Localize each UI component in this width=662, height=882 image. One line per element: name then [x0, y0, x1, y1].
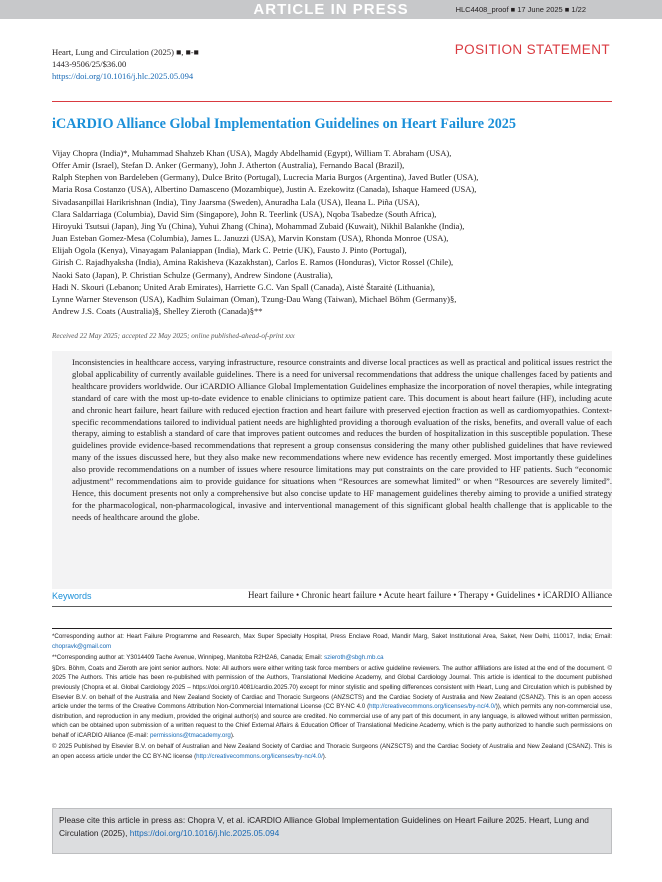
journal-issn: 1443-9506/25/$36.00: [52, 59, 127, 70]
journal-citation: Heart, Lung and Circulation (2025) ■, ■-■: [52, 47, 199, 57]
author-line: Ralph Stephen von Bardeleben (Germany), Dulce Brito (Portugal), Lucrecia Maria Burgos (Argentina), Javed Butler (USA),: [52, 172, 479, 183]
author-line: Sivadasanpillai Harikrishnan (India), Tiny Jaarsma (Sweden), Anuradha Lala (USA), Ileana L. Piña (USA),: [52, 196, 420, 207]
email-link[interactable]: chopravk@gmail.com: [52, 642, 112, 650]
license-link[interactable]: http://creativecommons.org/licenses/by-nc/4.0/: [196, 752, 323, 760]
author-line: Hadi N. Skouri (Lebanon; United Arab Emirates), Harriette G.C. Van Spall (Canada), Aistė Štaraitė (Lithuania),: [52, 281, 435, 292]
proof-info: HLC4408_proof ■ 17 June 2025 ■ 1/22: [455, 5, 586, 14]
author-line: Offer Amir (Israel), Stefan D. Anker (Germany), John J. Atherton (Australia), Fernando Bacal (Brazil),: [52, 160, 405, 171]
header-divider: [52, 101, 612, 102]
author-line: Naoki Sato (Japan), P. Christian Schulze (Germany), Andrew Sindone (Australia),: [52, 269, 333, 280]
citation-text: Please cite this article in press as: Chopra V, et al. iCARDIO Alliance Global Implementation Guidelines on Heart Failure 2025. Heart, Lung and Circulation (2025), https://doi.org/10.1016/j.hlc.2025.05.094: [59, 815, 589, 838]
author-line: Hiroyuki Tsutsui (Japan), Jing Yu (China), Yuhui Zhang (China), Mohammad Zubaid (Kuwait), Nikhil Balankhe (India),: [52, 220, 465, 231]
footnote-divider: [52, 628, 612, 629]
keywords-label: Keywords: [52, 591, 92, 601]
author-line: Vijay Chopra (India)*, Muhammad Shahzeb Khan (USA), Magdy Abdelhamid (Egypt), William T. Abraham (USA),: [52, 148, 452, 158]
received-dates: Received 22 May 2025; accepted 22 May 2025; online published-ahead-of-print xxx: [52, 332, 295, 340]
footnote-copyright: © 2025 Published by Elsevier B.V. on behalf of Australian and New Zealand Society of Cardiac and Thoracic Surgeons (ANZSCTS) and the Cardiac Society of Australia and New Zealand (CSANZ). This is an open access article under the CC BY-NC license (http://creativecommons.org/licenses/by-nc/4.0/).: [52, 743, 612, 760]
author-line: Elijah Ogola (Kenya), Vinayagam Palaniappan (India), Mark C. Petrie (UK), Fausto J. Pinto (Portugal),: [52, 245, 407, 256]
section-label: POSITION STATEMENT: [454, 42, 610, 57]
license-link[interactable]: http://creativecommons.org/licenses/by-nc/4.0/: [369, 703, 496, 711]
author-line: Clara Saldarriaga (Columbia), David Sim (Singapore), John R. Teerlink (USA), Nqoba Tsabedze (South Africa),: [52, 208, 437, 219]
citation-doi-link[interactable]: https://doi.org/10.1016/j.hlc.2025.05.094: [129, 828, 280, 838]
keywords-row: [52, 588, 612, 607]
article-title: iCARDIO Alliance Global Implementation Guidelines on Heart Failure 2025: [52, 116, 516, 132]
footnote-corresponding-1: *Corresponding author at: Heart Failure Programme and Research, Max Super Specialty Hospital, Press Enclave Road, Mandir Marg, Saket Institutional Area, Saket, New Delhi, 110017, India; Email: chopravk@gmail.com: [52, 633, 612, 650]
footnote-senior-authors: §Drs. Böhm, Coats and Zieroth are joint senior authors. Note: All authors were either writing task force members or active guideline reviewers. The author affiliations are listed at the end of the document. © 2025 The Authors. This article has been re-published with permission of the Authors, Translational Medicine Academy, and Global Cardiology Journal. This article is identical to the document published previously (Chopra et al. Global Cardiology 2025 – https://doi.org/10.4081/cardio.2025.70) except for minor stylistic and spelling differences consistent with Heart, Lung and Circulation which is published by Elsevier B.V. on behalf of the Australia and New Zealand Society of Cardiac and Thoracic Surgeons (ANZSCTS) and the Cardiac Society of Australia and New Zealand (CSANZ). This is an open access article under the terms of the Creative Commons Attribution Non-Commercial International License (CC BY-NC 4.0 (http://creativecommons.org/licenses/by-nc/4.0/)), which permits any non-commercial use, distribution, and reproduction in any medium, provided the original author(s) and source are credited. No commercial use of any part of this document, in any language, is allowed without written permission, which can be obtained upon submission of a written request to the Chief External Affairs & Education Officer of Translational Medicine Academy, which is the party authorized to handle such permissions on behalf of iCARDIO Alliance (E-mail: permissions@tmacademy.org).: [52, 664, 612, 739]
keywords-list: Heart failure • Chronic heart failure • Acute heart failure • Therapy • Guidelines • iCARDIO Alliance: [248, 590, 612, 600]
journal-info: [52, 46, 199, 83]
author-line: Andrew J.S. Coats (Australia)§, Shelley Zieroth (Canada)§**: [52, 306, 263, 317]
footnotes: [52, 632, 612, 763]
author-line: Lynne Warner Stevenson (USA), Kadhim Sulaiman (Oman), Tzung-Dau Wang (Taiwan), Michael Böhm (Germany)§,: [52, 293, 457, 304]
author-list: [52, 147, 612, 317]
author-line: Girish C. Rajadhyaksha (India), Amina Rakisheva (Kazakhstan), Carlos E. Ramos (Honduras), Victor Rossel (Chile),: [52, 257, 454, 268]
author-line: Juan Esteban Gomez-Mesa (Columbia), James L. Januzzi (USA), Marvin Konstam (USA), Rhonda Monroe (USA),: [52, 233, 449, 244]
email-link[interactable]: permissions@tmacademy.org: [149, 731, 231, 739]
citation-box: [52, 808, 612, 854]
banner-text: ARTICLE IN PRESS: [253, 1, 409, 18]
journal-doi-link[interactable]: https://doi.org/10.1016/j.hlc.2025.05.094: [52, 71, 194, 82]
author-line: Maria Rosa Costanzo (USA), Albertino Damasceno (Mozambique), Justin A. Ezekowitz (Canada), Ishaque Hameed (USA),: [52, 184, 477, 195]
footnote-corresponding-2: **Corresponding author at: Y3014409 Tache Avenue, Winnipeg, Manitoba R2H2A6, Canada; Email: szieroth@sbgh.mb.ca: [52, 653, 384, 661]
email-link[interactable]: szieroth@sbgh.mb.ca: [324, 653, 384, 661]
abstract-text: Inconsistencies in healthcare access, varying infrastructure, resource constraints and diverse local practices as well as practical and political issues restrict the global applicability of currently available guidelines. There is a need for universal recommendations that address the unique challenges faced by patients and healthcare providers worldwide. Our iCARDIO Alliance Global Implementation Guidelines emphasize the incorporation of novel therapies, while integrating standard of care with the most up-to-date evidence to enable clinicians to optimize patient care. This document is about heart failure (HF), including acute and chronic heart failure, heart failure with reduced ejection fraction and heart failure with preserved ejection fraction as well as cardiomyopathies. Context-specific recommendations tailored to individual patient needs are highlighted providing a thorough evaluation of the risks, benefits, and overall value of each therapy, aiming to establish a standard of care that improves patient outcomes and reduces the burden of hospitalization in this susceptible population. These guidelines provide evidence-based recommendations that represent a group consensus considering the many other published guidelines that have reviewed many of the issues discussed here, but they also make new recommendations where new evidence has recently emerged. Most importantly these guidelines also provide recommendations on a number of issues where resource limitations may put constraints on the care provided to HF patients. Such “economic adjustment” recommendations aim to provide guidance for situations when “Resources are somewhat limited” or when “Resources are severely limited”. Hence, this document presents not only a comprehensive but also concise update to HF management guidelines thereby aiming to provide a unified strategy for the pharmacological, non-pharmacological, invasive and interventional management of this significant global health challenge that is applicable to the needs of healthcare around the globe.: [72, 357, 612, 522]
